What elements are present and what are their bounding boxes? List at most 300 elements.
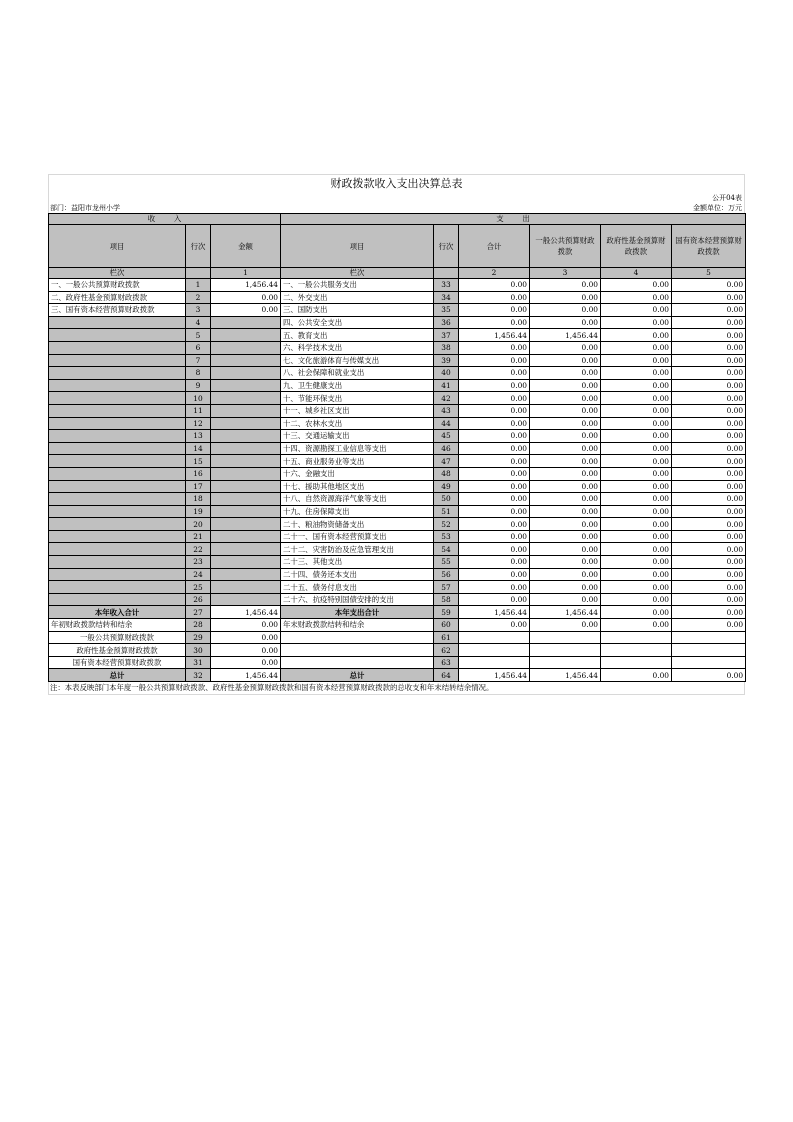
col-total: 合计 — [459, 225, 530, 268]
expense-total: 0.00 — [459, 291, 530, 304]
expense-item: 四、公共安全支出 — [281, 316, 434, 329]
expense-state: 0.00 — [672, 669, 746, 682]
expense-label: 年末财政拨款结转和结余 — [281, 619, 434, 632]
expense-row-no: 39 — [434, 354, 459, 367]
expense-fund: 0.00 — [601, 392, 672, 405]
expense-row-no: 49 — [434, 480, 459, 493]
expense-row-no: 40 — [434, 367, 459, 380]
expense-item: 十四、资源勘探工业信息等支出 — [281, 442, 434, 455]
income-item — [49, 354, 186, 367]
expense-item: 九、卫生健康支出 — [281, 379, 434, 392]
expense-general: 0.00 — [530, 593, 601, 606]
table-row — [49, 316, 746, 329]
expense-row-no: 58 — [434, 593, 459, 606]
expense-state — [672, 631, 746, 644]
expense-total: 0.00 — [459, 530, 530, 543]
expense-general: 0.00 — [530, 316, 601, 329]
expense-state: 0.00 — [672, 505, 746, 518]
income-row-no: 7 — [186, 354, 211, 367]
table-row — [49, 291, 746, 304]
expense-total: 1,456.44 — [459, 606, 530, 619]
expense-item: 十二、农林水支出 — [281, 417, 434, 430]
col-item: 项目 — [49, 225, 186, 268]
income-item — [49, 341, 186, 354]
expense-total: 0.00 — [459, 417, 530, 430]
expense-general: 0.00 — [530, 619, 601, 632]
lanci-label: 栏次 — [49, 268, 186, 279]
expense-row-no: 46 — [434, 442, 459, 455]
income-row-no: 19 — [186, 505, 211, 518]
income-amount: 0.00 — [211, 304, 281, 317]
col-fund: 政府性基金预算财政拨款 — [601, 225, 672, 268]
expense-state: 0.00 — [672, 367, 746, 380]
expense-state: 0.00 — [672, 379, 746, 392]
income-amount — [211, 354, 281, 367]
income-item — [49, 505, 186, 518]
expense-row-no: 52 — [434, 518, 459, 531]
expense-row-no: 62 — [434, 644, 459, 657]
expense-fund: 0.00 — [601, 417, 672, 430]
expense-state: 0.00 — [672, 480, 746, 493]
expense-item: 二十三、其他支出 — [281, 556, 434, 569]
income-amount — [211, 417, 281, 430]
report-sheet — [48, 174, 745, 695]
expense-row-no: 54 — [434, 543, 459, 556]
expense-row-no: 47 — [434, 455, 459, 468]
expense-state: 0.00 — [672, 493, 746, 506]
income-amount — [211, 518, 281, 531]
expense-general — [530, 631, 601, 644]
lanci-state: 5 — [672, 268, 746, 279]
expense-row-no: 51 — [434, 505, 459, 518]
expense-row-no: 37 — [434, 329, 459, 342]
income-amount: 0.00 — [211, 644, 281, 657]
income-row-no: 2 — [186, 291, 211, 304]
table-row — [49, 442, 746, 455]
income-amount — [211, 543, 281, 556]
expense-fund: 0.00 — [601, 505, 672, 518]
expense-state: 0.00 — [672, 518, 746, 531]
expense-label: 总计 — [281, 669, 434, 682]
expense-state: 0.00 — [672, 304, 746, 317]
income-row-no: 29 — [186, 631, 211, 644]
expense-item: 二十、粮油物资储备支出 — [281, 518, 434, 531]
lanci-amount: 1 — [211, 268, 281, 279]
col-row-no: 行次 — [186, 225, 211, 268]
department-label: 部门：益阳市龙州小学 — [50, 204, 120, 212]
income-label: 政府性基金预算财政拨款 — [49, 644, 186, 657]
expense-label — [281, 644, 434, 657]
income-row-no: 17 — [186, 480, 211, 493]
expense-row-no: 64 — [434, 669, 459, 682]
income-amount: 1,456.44 — [211, 606, 281, 619]
expense-fund: 0.00 — [601, 354, 672, 367]
income-amount — [211, 430, 281, 443]
expense-fund: 0.00 — [601, 291, 672, 304]
expense-row-no: 57 — [434, 581, 459, 594]
expense-fund: 0.00 — [601, 669, 672, 682]
income-item — [49, 442, 186, 455]
expense-item: 一、一般公共服务支出 — [281, 279, 434, 292]
income-amount — [211, 467, 281, 480]
expense-state: 0.00 — [672, 455, 746, 468]
expense-total: 0.00 — [459, 341, 530, 354]
expense-fund: 0.00 — [601, 367, 672, 380]
income-label: 一般公共预算财政拨款 — [49, 631, 186, 644]
income-label: 年初财政拨款结转和结余 — [49, 619, 186, 632]
carryover-sub-row — [49, 656, 746, 669]
expense-total — [459, 644, 530, 657]
expense-state: 0.00 — [672, 619, 746, 632]
income-amount: 0.00 — [211, 291, 281, 304]
income-row-no: 32 — [186, 669, 211, 682]
income-item — [49, 367, 186, 380]
expense-label — [281, 631, 434, 644]
expense-item: 六、科学技术支出 — [281, 341, 434, 354]
expense-state: 0.00 — [672, 404, 746, 417]
expense-general: 0.00 — [530, 581, 601, 594]
expense-fund: 0.00 — [601, 619, 672, 632]
expense-general: 0.00 — [530, 430, 601, 443]
income-item — [49, 543, 186, 556]
income-row-no: 24 — [186, 568, 211, 581]
income-item: 一、一般公共预算财政拨款 — [49, 279, 186, 292]
income-item — [49, 455, 186, 468]
col-amount: 金额 — [211, 225, 281, 268]
expense-total: 0.00 — [459, 430, 530, 443]
expense-general: 0.00 — [530, 493, 601, 506]
expense-row-no: 42 — [434, 392, 459, 405]
expense-general: 0.00 — [530, 543, 601, 556]
expense-general: 0.00 — [530, 442, 601, 455]
section-header-row — [49, 214, 746, 225]
expense-fund: 0.00 — [601, 341, 672, 354]
expense-item: 十一、城乡社区支出 — [281, 404, 434, 417]
expense-total: 0.00 — [459, 543, 530, 556]
table-row — [49, 304, 746, 317]
table-row — [49, 543, 746, 556]
expense-item: 十五、商业服务业等支出 — [281, 455, 434, 468]
expense-row-no: 61 — [434, 631, 459, 644]
expense-total — [459, 656, 530, 669]
expense-general: 0.00 — [530, 417, 601, 430]
expense-fund — [601, 644, 672, 657]
expense-general — [530, 656, 601, 669]
expense-state: 0.00 — [672, 530, 746, 543]
expense-row-no: 38 — [434, 341, 459, 354]
income-row-no: 1 — [186, 279, 211, 292]
expense-general: 0.00 — [530, 367, 601, 380]
income-row-no: 11 — [186, 404, 211, 417]
expense-total: 0.00 — [459, 505, 530, 518]
expense-item: 五、教育支出 — [281, 329, 434, 342]
expense-total: 0.00 — [459, 316, 530, 329]
expense-general: 1,456.44 — [530, 329, 601, 342]
expense-total: 0.00 — [459, 304, 530, 317]
income-amount — [211, 593, 281, 606]
expense-label — [281, 656, 434, 669]
footnote: 注：本表反映部门本年度一般公共预算财政拨款、政府性基金预算财政拨款和国有资本经营预算财政拨款的总收支和年末结转结余情况。 — [48, 682, 745, 695]
lanci-row-no — [186, 268, 211, 279]
expense-item: 十九、住房保障支出 — [281, 505, 434, 518]
expense-row-no: 34 — [434, 291, 459, 304]
col-state: 国有资本经营预算财政拨款 — [672, 225, 746, 268]
lanci-fund: 4 — [601, 268, 672, 279]
expense-fund: 0.00 — [601, 480, 672, 493]
income-amount: 0.00 — [211, 656, 281, 669]
expense-item: 七、文化旅游体育与传媒支出 — [281, 354, 434, 367]
expense-fund: 0.00 — [601, 530, 672, 543]
expense-state: 0.00 — [672, 392, 746, 405]
table-row — [49, 467, 746, 480]
expense-state: 0.00 — [672, 279, 746, 292]
income-amount — [211, 480, 281, 493]
expense-general: 0.00 — [530, 518, 601, 531]
expense-total: 0.00 — [459, 581, 530, 594]
income-amount: 1,456.44 — [211, 279, 281, 292]
table-row — [49, 455, 746, 468]
expense-fund: 0.00 — [601, 568, 672, 581]
expense-fund: 0.00 — [601, 430, 672, 443]
expense-state: 0.00 — [672, 329, 746, 342]
table-row — [49, 279, 746, 292]
expense-fund: 0.00 — [601, 329, 672, 342]
expense-row-no: 41 — [434, 379, 459, 392]
income-item — [49, 379, 186, 392]
income-row-no: 31 — [186, 656, 211, 669]
expense-fund: 0.00 — [601, 556, 672, 569]
income-amount — [211, 367, 281, 380]
expense-state — [672, 644, 746, 657]
table-row — [49, 593, 746, 606]
income-amount — [211, 404, 281, 417]
expense-general: 0.00 — [530, 455, 601, 468]
expense-fund: 0.00 — [601, 593, 672, 606]
expense-total: 0.00 — [459, 379, 530, 392]
table-row — [49, 354, 746, 367]
income-row-no: 5 — [186, 329, 211, 342]
expense-item: 二十四、债务还本支出 — [281, 568, 434, 581]
expense-fund: 0.00 — [601, 379, 672, 392]
expense-total: 0.00 — [459, 518, 530, 531]
expense-state: 0.00 — [672, 341, 746, 354]
expense-item: 十三、交通运输支出 — [281, 430, 434, 443]
expense-total: 0.00 — [459, 593, 530, 606]
income-row-no: 14 — [186, 442, 211, 455]
expense-total: 0.00 — [459, 467, 530, 480]
income-item — [49, 593, 186, 606]
income-amount — [211, 341, 281, 354]
expense-state: 0.00 — [672, 543, 746, 556]
income-item — [49, 417, 186, 430]
expense-total: 0.00 — [459, 354, 530, 367]
income-amount — [211, 379, 281, 392]
expense-fund: 0.00 — [601, 493, 672, 506]
expense-row-no: 45 — [434, 430, 459, 443]
income-amount — [211, 329, 281, 342]
expense-item: 十七、援助其他地区支出 — [281, 480, 434, 493]
income-amount — [211, 316, 281, 329]
table-row — [49, 430, 746, 443]
income-row-no: 12 — [186, 417, 211, 430]
expense-total: 0.00 — [459, 367, 530, 380]
income-amount: 0.00 — [211, 631, 281, 644]
table-row — [49, 568, 746, 581]
finance-table — [48, 213, 746, 682]
expense-row-no: 50 — [434, 493, 459, 506]
expense-item: 十八、自然资源海洋气象等支出 — [281, 493, 434, 506]
expense-general: 0.00 — [530, 530, 601, 543]
income-amount — [211, 442, 281, 455]
year-total-row — [49, 606, 746, 619]
income-item — [49, 467, 186, 480]
lanci-exp-row-no — [434, 268, 459, 279]
income-row-no: 8 — [186, 367, 211, 380]
expense-total: 0.00 — [459, 480, 530, 493]
expense-item: 二十五、债务付息支出 — [281, 581, 434, 594]
table-row — [49, 530, 746, 543]
lanci-exp-label: 栏次 — [281, 268, 434, 279]
expense-row-no: 55 — [434, 556, 459, 569]
expense-general: 0.00 — [530, 480, 601, 493]
table-row — [49, 329, 746, 342]
income-item — [49, 493, 186, 506]
expense-fund: 0.00 — [601, 518, 672, 531]
expense-total: 0.00 — [459, 568, 530, 581]
income-row-no: 30 — [186, 644, 211, 657]
expense-item: 八、社会保障和就业支出 — [281, 367, 434, 380]
expense-general: 0.00 — [530, 291, 601, 304]
income-item — [49, 530, 186, 543]
expense-total: 1,456.44 — [459, 669, 530, 682]
table-row — [49, 379, 746, 392]
expense-row-no: 59 — [434, 606, 459, 619]
report-title: 财政拨款收入支出决算总表 — [48, 174, 745, 193]
income-item — [49, 480, 186, 493]
income-item — [49, 404, 186, 417]
expense-state: 0.00 — [672, 556, 746, 569]
income-amount — [211, 455, 281, 468]
income-row-no: 3 — [186, 304, 211, 317]
income-row-no: 4 — [186, 316, 211, 329]
expense-item: 三、国防支出 — [281, 304, 434, 317]
expense-state: 0.00 — [672, 417, 746, 430]
table-row — [49, 404, 746, 417]
expense-total: 0.00 — [459, 404, 530, 417]
income-row-no: 25 — [186, 581, 211, 594]
income-row-no: 15 — [186, 455, 211, 468]
expense-state: 0.00 — [672, 354, 746, 367]
income-row-no: 18 — [186, 493, 211, 506]
expense-label: 本年支出合计 — [281, 606, 434, 619]
income-row-no: 27 — [186, 606, 211, 619]
expense-row-no: 60 — [434, 619, 459, 632]
income-amount — [211, 530, 281, 543]
expense-general: 0.00 — [530, 304, 601, 317]
expense-item: 十六、金融支出 — [281, 467, 434, 480]
income-amount: 1,456.44 — [211, 669, 281, 682]
table-row — [49, 341, 746, 354]
grand-total-row — [49, 669, 746, 682]
income-amount: 0.00 — [211, 619, 281, 632]
expense-state: 0.00 — [672, 606, 746, 619]
table-row — [49, 417, 746, 430]
column-header-row — [49, 225, 746, 268]
income-row-no: 21 — [186, 530, 211, 543]
expense-fund: 0.00 — [601, 581, 672, 594]
income-amount — [211, 556, 281, 569]
income-row-no: 28 — [186, 619, 211, 632]
expense-general: 0.00 — [530, 354, 601, 367]
income-row-no: 26 — [186, 593, 211, 606]
income-row-no: 23 — [186, 556, 211, 569]
expense-general: 0.00 — [530, 279, 601, 292]
expense-total: 0.00 — [459, 556, 530, 569]
expense-general: 0.00 — [530, 568, 601, 581]
income-amount — [211, 568, 281, 581]
table-row — [49, 392, 746, 405]
income-item: 三、国有资本经营预算财政拨款 — [49, 304, 186, 317]
expense-fund: 0.00 — [601, 304, 672, 317]
expense-total: 0.00 — [459, 619, 530, 632]
table-row — [49, 367, 746, 380]
carryover-row — [49, 619, 746, 632]
table-row — [49, 581, 746, 594]
expense-general: 0.00 — [530, 341, 601, 354]
expense-general — [530, 644, 601, 657]
expense-total: 0.00 — [459, 455, 530, 468]
income-item — [49, 556, 186, 569]
col-exp-row-no: 行次 — [434, 225, 459, 268]
expense-general: 1,456.44 — [530, 606, 601, 619]
col-general: 一般公共预算财政拨款 — [530, 225, 601, 268]
expense-state: 0.00 — [672, 593, 746, 606]
expense-state: 0.00 — [672, 581, 746, 594]
unit-label: 金额单位：万元 — [693, 204, 742, 212]
income-amount — [211, 505, 281, 518]
expense-total: 0.00 — [459, 279, 530, 292]
expense-state: 0.00 — [672, 442, 746, 455]
income-row-no: 10 — [186, 392, 211, 405]
form-code-row — [48, 193, 745, 203]
expense-total: 0.00 — [459, 392, 530, 405]
expense-fund: 0.00 — [601, 606, 672, 619]
expense-total: 1,456.44 — [459, 329, 530, 342]
carryover-sub-row — [49, 631, 746, 644]
table-row — [49, 505, 746, 518]
expense-state: 0.00 — [672, 430, 746, 443]
income-row-no: 9 — [186, 379, 211, 392]
expense-row-no: 53 — [434, 530, 459, 543]
expense-header: 支 出 — [281, 214, 746, 225]
expense-row-no: 35 — [434, 304, 459, 317]
expense-general: 0.00 — [530, 505, 601, 518]
expense-fund — [601, 656, 672, 669]
expense-row-no: 63 — [434, 656, 459, 669]
col-exp-item: 项目 — [281, 225, 434, 268]
expense-row-no: 56 — [434, 568, 459, 581]
income-item: 二、政府性基金预算财政拨款 — [49, 291, 186, 304]
expense-general: 1,456.44 — [530, 669, 601, 682]
expense-item: 二、外交支出 — [281, 291, 434, 304]
income-item — [49, 581, 186, 594]
expense-total: 0.00 — [459, 442, 530, 455]
expense-general: 0.00 — [530, 467, 601, 480]
income-amount — [211, 392, 281, 405]
expense-row-no: 36 — [434, 316, 459, 329]
expense-general: 0.00 — [530, 379, 601, 392]
expense-row-no: 33 — [434, 279, 459, 292]
